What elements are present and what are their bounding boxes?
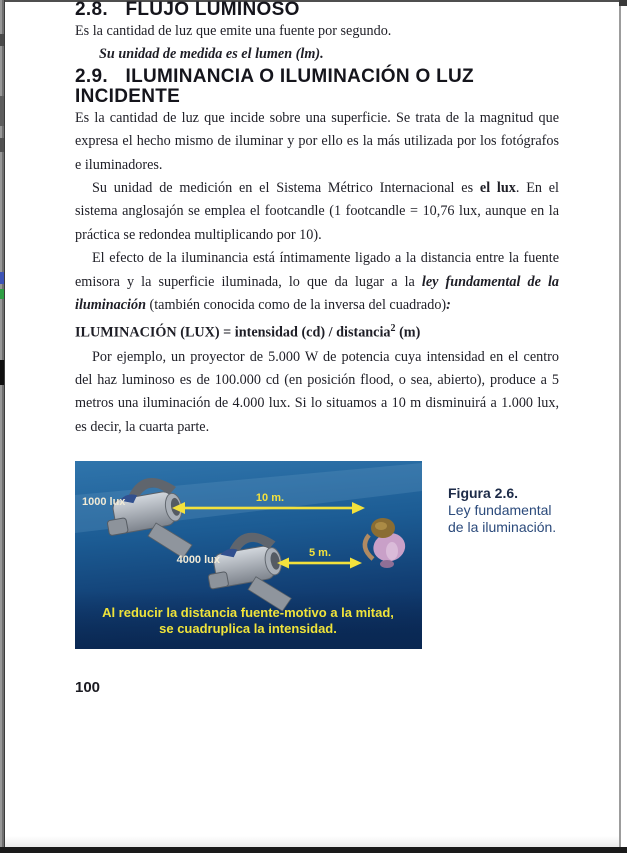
window-edge-bottom [0, 847, 627, 853]
text-run: Su unidad de medición en el Sistema Métrico Internacional es [92, 180, 480, 197]
bold-italic-run: ley fundamental de la iluminación [75, 273, 559, 314]
figure-banner-line1: Al reducir la distancia fuente-motivo a la mitad, [102, 605, 394, 621]
section-heading-2-8 [75, 0, 559, 20]
text-run: . En el sistema anglosajón se emplea el footcandle (1 footcandle = 10,76 lux, aunque en la práctica se redondea multiplicando por 10). [75, 180, 560, 243]
paragraph: Es la cantidad de luz que emite una fuente por segundo. [75, 23, 392, 39]
paragraph: Es la cantidad de luz que incide sobre una superficie. Se trata de la magnitud que expresa el hecho mismo de iluminar y por ello es la más utilizada por los fotógrafos e iluminadores. [75, 109, 559, 173]
figure-caption [448, 461, 556, 536]
edge-mark-blue [0, 272, 4, 284]
paragraph [75, 177, 559, 247]
formula [75, 317, 559, 345]
text-run: (también conocida como de la inversa del cuadrado) [145, 297, 447, 314]
section-title: ILUMINANCIA O ILUMINACIÓN O LUZ INCIDENTE [75, 65, 474, 107]
window-edge-left [0, 0, 5, 853]
page-number: 100 [75, 679, 101, 697]
section-heading-2-9 [75, 67, 559, 107]
label-4000-lux: 4000 lux [176, 554, 220, 567]
window-corner [619, 0, 627, 6]
figure-bottom-shade [75, 591, 422, 649]
label-10m: 10 m. [255, 492, 285, 505]
edge-mark [0, 96, 4, 126]
paragraph: Por ejemplo, un proyector de 5.000 W de potencia cuya intensidad en el centro del haz luminoso es de 100.000 cd (en posición flood, o sea, abierto), produce a 5 metros una iluminación de 4.000 lux. Si lo situamos a 10 m disminuirá a 1.000 lux, es decir, la cuarta parte. [75, 348, 559, 435]
page-bottom-shadow [5, 836, 619, 847]
section-number: 2.9. [75, 65, 108, 87]
bold-italic-run: : [446, 297, 451, 314]
edge-mark [0, 34, 4, 46]
figure-caption-line: Ley fundamental [448, 502, 552, 519]
figure-block [75, 461, 559, 649]
figure-banner-line2: se cuadruplica la intensidad. [159, 621, 337, 637]
formula-tail: (m) [395, 325, 421, 342]
label-5m: 5 m. [308, 547, 332, 560]
edge-mark [0, 138, 4, 152]
formula-main: ILUMINACIÓN (LUX) = intensidad (cd) / distancia [75, 325, 391, 342]
section-title: FLUJO LUMINOSO [125, 0, 300, 20]
bold-run: el lux [479, 180, 516, 197]
formula-exponent: 2 [390, 323, 396, 335]
label-1000-lux: 1000 lux [82, 496, 126, 509]
figure-caption-line: de la iluminación. [448, 519, 557, 536]
unit-note: Su unidad de medida es el lumen (lm). [99, 46, 324, 63]
edge-mark-dark [0, 360, 4, 385]
section-number: 2.8. [75, 0, 108, 20]
window-edge-right [619, 0, 621, 847]
page-content [75, 0, 559, 696]
paragraph [75, 247, 559, 317]
text-run: El efecto de la iluminancia está íntimamente ligado a la distancia entre la fuente emisora y la superficie iluminada, lo que da lugar a la [75, 250, 559, 290]
figure-2-6-image [75, 461, 422, 649]
edge-mark-green [0, 289, 4, 299]
figure-caption-title: Figura 2.6. [448, 485, 519, 502]
